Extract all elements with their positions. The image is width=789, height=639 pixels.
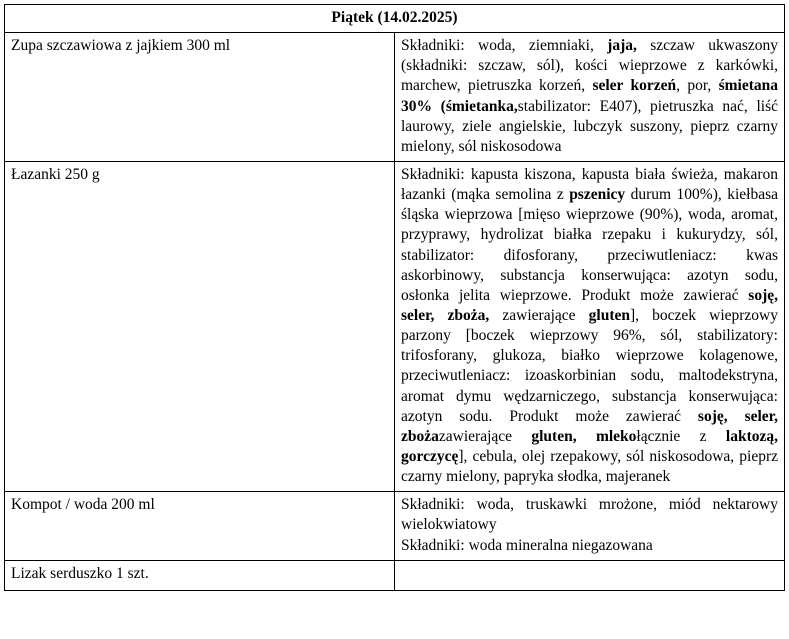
dish-name: Zupa szczawiowa z jajkiem 300 ml [5, 33, 395, 162]
ingredients-text: Składniki: woda, truskawki mrożone, miód nektarowy wielokwiatowy Składniki: woda mineralna niegazowana [395, 492, 785, 560]
dish-name: Kompot / woda 200 ml [5, 492, 395, 560]
menu-table [4, 4, 785, 591]
table-row [5, 560, 785, 590]
ingredients-text: Składniki: kapusta kiszona, kapusta biała świeża, makaron łazanki (mąka semolina z pszenicy durum 100%), kiełbasa śląska wieprzowa [mięso wieprzowe (90%), woda, aromat, przyprawy, hydrolizat białka rzepaku i kukurydzy, sól, stabilizator: difosforany, przeciwutleniacz: kwas askorbinowy, substancja konserwująca: azotyn sodu, osłonka jelita wieprzowe. Produkt może zawierać soję, seler, zboża, zawierające gluten], boczek wieprzowy parzony [boczek wieprzowy 96%, sól, stabilizatory: trifosforany, glukoza, białko wieprzowe kolagenowe, przeciwutleniacz: izoaskorbinian sodu, maltodekstryna, aromat dymu wędzarniczego, substancja konserwująca: azotyn sodu. Produkt może zawierać soję, seler, zbożazawierające gluten, mlekołącznie z laktozą, gorczycę], cebula, olej rzepakowy, sól niskosodowa, pieprz czarny mielony, papryka słodka, majeranek [395, 161, 785, 491]
menu-date-title: Piątek (14.02.2025) [5, 5, 785, 33]
ingredients-text [395, 560, 785, 590]
table-row [5, 492, 785, 560]
dish-name: Łazanki 250 g [5, 161, 395, 491]
dish-name: Lizak serduszko 1 szt. [5, 560, 395, 590]
table-header-row [5, 5, 785, 33]
table-row [5, 33, 785, 162]
ingredients-text: Składniki: woda, ziemniaki, jaja, szczaw ukwaszony (składniki: szczaw, sól), kości wieprzowe z karkówki, marchew, pietruszka korzeń, seler korzeń, por, śmietana 30% (śmietanka,stabilizator: E407), pietruszka nać, liść laurowy, ziele angielskie, lubczyk suszony, pieprz czarny mielony, sól niskosodowa [395, 33, 785, 162]
table-row [5, 161, 785, 491]
